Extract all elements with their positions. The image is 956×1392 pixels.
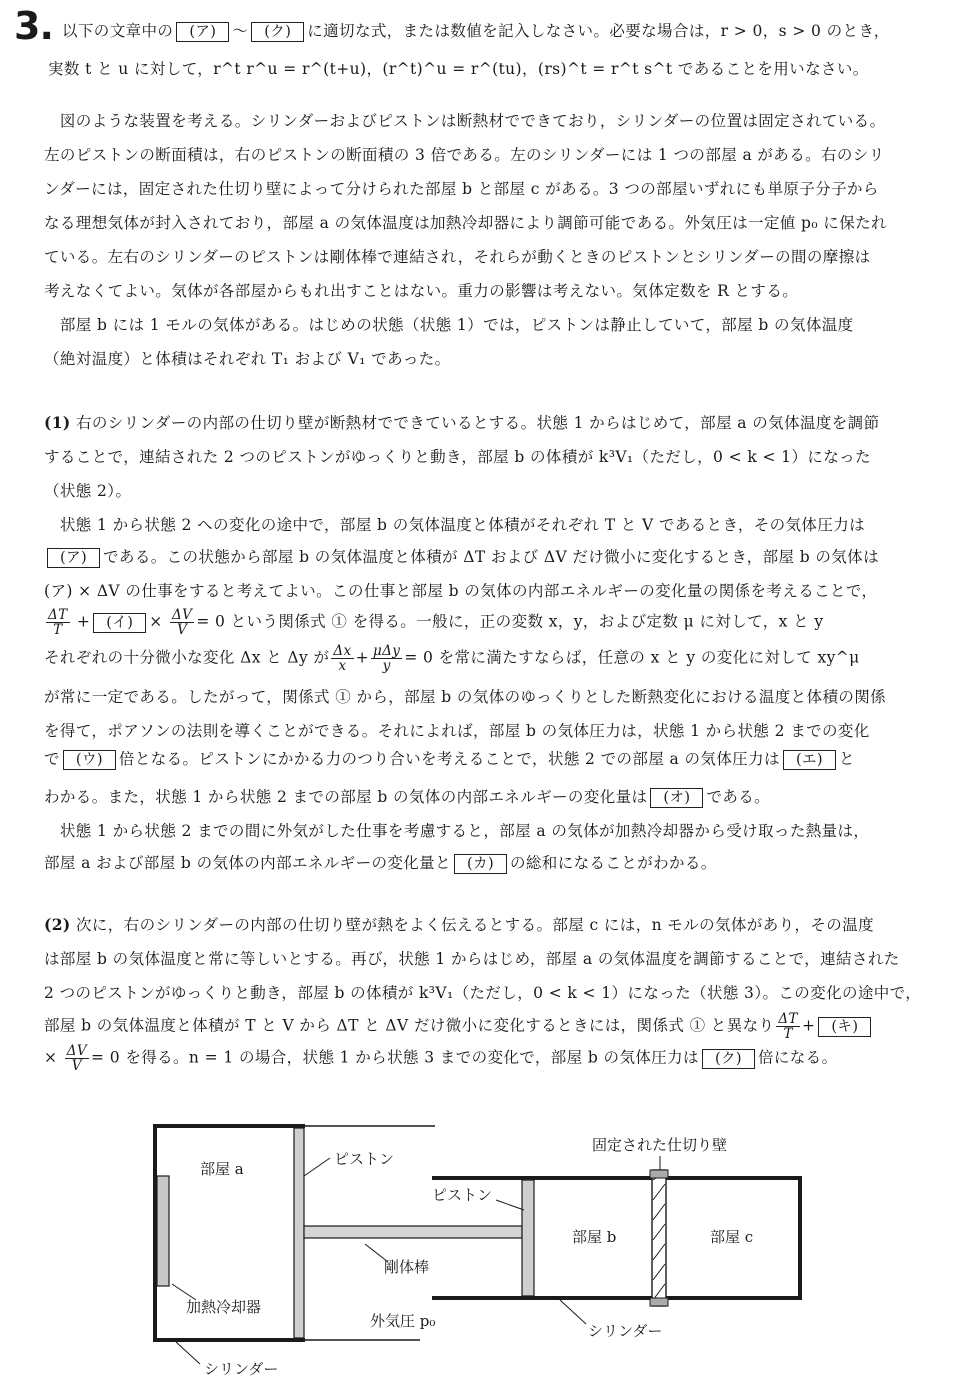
setup-line-3: ンダーには，固定された仕切り壁によって分けられた部屋 b と部屋 c がある。3 つの部屋いずれにも単原子分子から	[44, 180, 879, 198]
label-piston-left: ピストン	[334, 1150, 395, 1168]
part1-line-4: 状態 1 から状態 2 への変化の途中で，部屋 b の気体温度と体積がそれぞれ T と V であるとき，その気体圧力は	[44, 516, 866, 534]
blank-ku: (ク)	[251, 22, 304, 42]
setup-line-8: （絶対温度）と体積はそれぞれ T₁ および V₁ であった。	[44, 350, 451, 368]
setup-line-4: なる理想気体が封入されており，部屋 a の気体温度は加熱冷却器により調節可能である。外気圧は一定値 p₀ に保たれ	[44, 214, 887, 232]
part1-text: 倍となる。ピストンにかかる力のつり合いを考えることで，状態 2 での部屋 a の気体圧力は	[118, 750, 780, 768]
times-sign: ×	[149, 612, 163, 631]
setup-line-6: 考えなくてよい。気体が各部屋からもれ出すことはない。重力の影響は考えない。気体定数を R とする。	[44, 282, 799, 300]
leader-right-cylinder	[560, 1300, 586, 1324]
part1-line-2: することで，連結された 2 つのピストンがゆっくりと動き，部屋 b の体積が k³V₁（ただし，0 < k < 1）になった	[44, 448, 871, 466]
part1-line-9: が常に一定である。したがって，関係式 ① から，部屋 b の気体のゆっくりとした断熱変化における温度と体積の関係	[44, 688, 887, 706]
part1-text: わかる。また，状態 1 から状態 2 までの部屋 b の気体の内部エネルギーの変化量は	[44, 788, 648, 806]
fraction-dx-over-x: $\frac{\Delta x}{x}$	[333, 643, 352, 674]
blank-i: (イ)	[93, 613, 146, 633]
part1-text: = 0 という関係式 ① を得る。一般に，正の変数 x，y，および定数 μ に対して，x と y	[196, 612, 824, 631]
leader-left-piston	[304, 1158, 330, 1176]
part1-line-6: (ア) × ΔV の仕事をすると考えてよい。この仕事と部屋 b の気体の内部エネルギーの変化量の関係を考えることで，	[44, 582, 878, 600]
partition-cap-top	[650, 1170, 668, 1178]
plus-sign: +	[355, 648, 369, 667]
setup-line-7: 部屋 b には 1 モルの気体がある。はじめの状態（状態 1）では，ピストンは静止していて，部屋 b の気体温度	[44, 316, 854, 334]
intro-text: に適切な式，または数値を記入しなさい。必要な場合は，r > 0，s > 0 のとき，	[307, 22, 890, 40]
part1-text: である。	[706, 788, 771, 806]
blank-o: (オ)	[650, 788, 703, 808]
fraction-mudy-over-y: $\frac{\text{μΔy}}{y}$	[372, 643, 401, 674]
question-number: 3.	[14, 4, 53, 48]
blank-ki: (キ)	[818, 1017, 871, 1037]
label-room-b: 部屋 b	[572, 1228, 617, 1246]
heater-block	[157, 1176, 169, 1286]
label-room-c: 部屋 c	[710, 1228, 754, 1246]
blank-ka: (カ)	[454, 854, 507, 874]
setup-line-2: 左のピストンの断面積は，右のピストンの断面積の 3 倍である。左のシリンダーには 1 つの部屋 a がある。右のシリ	[44, 146, 885, 164]
part1-text: 部屋 a および部屋 b の気体の内部エネルギーの変化量と	[44, 854, 451, 872]
label-cylinder-left: シリンダー	[204, 1360, 279, 1378]
intro-text: 以下の文章中の	[62, 22, 174, 40]
blank-a: (ア)	[47, 548, 100, 568]
part1-text: 右のシリンダーの内部の仕切り壁が断熱材でできているとする。状態 1 からはじめて，部屋 a の気体温度を調節	[75, 414, 880, 432]
fraction-dV-over-V: $\frac{\Delta V}{V}$	[172, 607, 193, 638]
plus-sign: +	[801, 1016, 816, 1035]
part1-text: と	[838, 750, 855, 768]
part2-text: 倍になる。	[757, 1048, 838, 1067]
blank-u: (ウ)	[63, 750, 116, 770]
part1-label: (1)	[44, 413, 71, 432]
right-piston	[522, 1180, 534, 1296]
rigid-rod	[304, 1226, 522, 1238]
plus-sign: +	[76, 612, 91, 631]
fraction-dV-over-V: $\frac{\Delta V}{V}$	[66, 1043, 88, 1074]
part1-text: = 0 を常に満たすならば，任意の x と y の変化に対して xy^μ	[404, 648, 860, 667]
label-piston-right: ピストン	[432, 1186, 493, 1204]
label-heater: 加熱冷却器	[186, 1298, 262, 1316]
label-fixed-wall: 固定された仕切り壁	[592, 1136, 728, 1154]
label-outside-pressure: 外気圧 p₀	[370, 1312, 436, 1330]
leader-left-cylinder	[176, 1342, 200, 1364]
part2-label: (2)	[44, 915, 71, 934]
setup-line-1: 図のような装置を考える。シリンダーおよびピストンは断熱材でできており，シリンダーの位置は固定されている。	[44, 112, 886, 130]
fraction-dT-over-T: $\frac{\Delta T}{T}$	[778, 1011, 798, 1042]
part1-text: の総和になることがわかる。	[510, 854, 717, 872]
blank-e: (エ)	[783, 750, 836, 770]
partition-cap-bottom	[650, 1298, 668, 1306]
fraction-dT-over-T: $\frac{\Delta T}{T}$	[48, 607, 68, 638]
label-rigid-rod: 剛体棒	[384, 1258, 430, 1276]
part1-text: である。この状態から部屋 b の気体温度と体積が ΔT および ΔV だけ微小に変化するとき，部屋 b の気体は	[103, 548, 879, 566]
blank-a: (ア)	[176, 22, 229, 42]
part1-line-13: 状態 1 から状態 2 までの間に外気がした仕事を考慮すると，部屋 a の気体が加熱冷却器から受け取った熱量は，	[44, 822, 870, 840]
left-piston	[294, 1128, 304, 1338]
part1-line-10: を得て，ポアソンの法則を導くことができる。それによれば，部屋 b の気体圧力は，状態 1 から状態 2 までの変化	[44, 722, 870, 740]
setup-line-5: ている。左右のシリンダーのピストンは剛体棒で連結され，それらが動くときのピストンとシリンダーの間の摩擦は	[44, 248, 871, 266]
part1-text: それぞれの十分微小な変化 Δx と Δy が	[44, 648, 330, 667]
part1-line-3: （状態 2）。	[44, 482, 132, 500]
blank-ku: (ク)	[702, 1049, 755, 1069]
times-sign: ×	[44, 1048, 58, 1067]
part2-line-3: 2 つのピストンがゆっくりと動き，部屋 b の体積が k³V₁（ただし，0 < k < 1）になった（状態 3）。この変化の途中で，	[44, 984, 922, 1002]
part2-text: 部屋 b の気体温度と体積が T と V から ΔT と ΔV だけ微小に変化するときには，関係式 ① と異なり	[44, 1016, 775, 1035]
label-cylinder-right: シリンダー	[588, 1322, 663, 1340]
part2-text: = 0 を得る。n = 1 の場合，状態 1 から状態 3 までの変化で，部屋 b の気体圧力は	[91, 1048, 699, 1067]
part2-line-2: は部屋 b の気体温度と常に等しいとする。再び，状態 1 からはじめ，部屋 a の気体温度を調節することで，連結された	[44, 950, 900, 968]
leader-right-piston	[496, 1200, 524, 1210]
part1-text: で	[44, 750, 60, 768]
label-room-a: 部屋 a	[200, 1160, 244, 1178]
intro-line-2: 実数 t と u に対して，r^t r^u = r^(t+u)，(r^t)^u = r^(tu)，(rs)^t = r^t s^t であることを用いなさい。	[48, 60, 869, 78]
part2-text: 次に，右のシリンダーの内部の仕切り壁が熱をよく伝えるとする。部屋 c には，n モルの気体があり，その温度	[75, 916, 875, 934]
intro-tilde: 〜	[232, 22, 249, 40]
